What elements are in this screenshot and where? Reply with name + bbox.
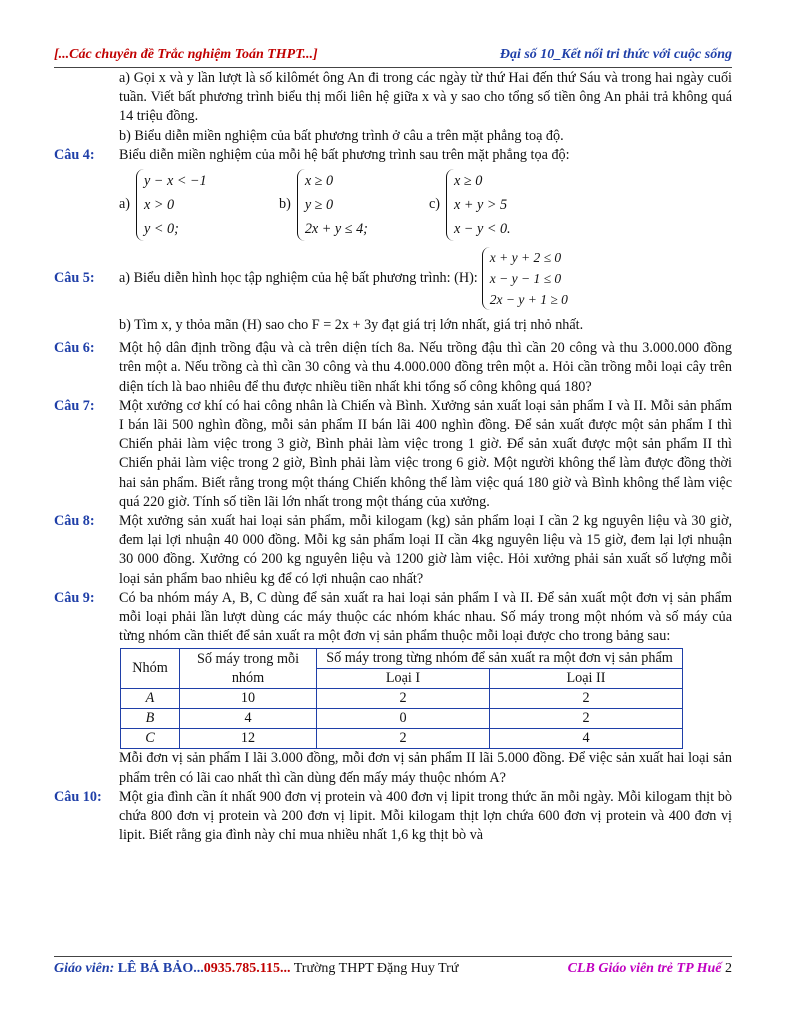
question-5-label: Câu 5:	[54, 270, 95, 287]
footer-teacher-name: LÊ BÁ BẢO...	[117, 961, 204, 976]
header-left-title: [...Các chuyên đề Trắc nghiệm Toán THPT...]	[54, 47, 318, 62]
question-4	[54, 146, 732, 241]
question-10	[54, 788, 732, 846]
question-5-text-b: b) Tìm x, y thỏa mãn (H) sao cho F = 2x + 3y đạt giá trị lớn nhất, giá trị nhỏ nhất.	[119, 317, 584, 334]
question-6-label: Câu 6:	[54, 340, 95, 357]
table-row	[121, 689, 683, 709]
question-4-systems	[119, 169, 732, 241]
table-row	[121, 709, 683, 729]
table-cell-type2: 4	[490, 729, 683, 749]
header-rule	[54, 67, 732, 68]
question-5	[54, 247, 732, 335]
question-6-text: Một hộ dân định trồng đậu và cà trên diện tích 8a. Nếu trồng đậu thì cần 20 công và thu 3.000.000 đồng trên một a. Nếu trồng cà thì cần 30 công và thu 4.000.000 đồng trên một a. Hỏi cần trồng mỗi loại cây trên diện tích là bao nhiêu để thu được nhiều tiền nhất khi tổng số công không quá 180?	[119, 340, 732, 395]
intro-b-text: b) Biểu diễn miền nghiệm của bất phương trình ở câu a trên mặt phẳng toạ độ.	[119, 127, 564, 144]
table-header-type2: Loại II	[490, 669, 683, 689]
question-7-label: Câu 7:	[54, 397, 95, 414]
table-cell-group: A	[121, 689, 180, 709]
question-7	[54, 397, 732, 512]
footer-club: CLB Giáo viên trẻ TP Huế	[567, 961, 722, 976]
question-9-after-text: Mỗi đơn vị sản phẩm I lãi 3.000 đồng, mỗi đơn vị sản phẩm II lãi 5.000 đồng. Để việc sản xuất hai loại sản phẩm trên có lãi cao nhất thì cần dùng đến mấy máy thuộc nhóm A?	[119, 750, 732, 786]
table-cell-type1: 2	[317, 689, 490, 709]
table-cell-type1: 0	[317, 709, 490, 729]
system-h-brace	[482, 247, 572, 310]
system-a-line-1: y − x < −1	[144, 173, 207, 190]
system-a-line-2: x > 0	[144, 197, 175, 214]
page-header	[54, 47, 732, 67]
system-h-line-1: x + y + 2 ≤ 0	[489, 250, 562, 266]
question-9-text: Có ba nhóm máy A, B, C dùng để sản xuất ra hai loại sản phẩm I và II. Để sản xuất một đơn vị sản phẩm mỗi loại phải lần lượt dùng các máy thuộc các nhóm khác nhau. Số máy trong một nhóm và số máy của từng nhóm cần thiết để sản xuất ra một đơn vị sản phẩm thuộc mỗi loại được cho trong bảng sau:	[119, 589, 732, 645]
footer-right	[568, 961, 732, 977]
system-c-label: c)	[429, 196, 441, 213]
intro-part-b	[54, 127, 732, 146]
system-b-brace	[297, 169, 372, 241]
question-4-text: Biểu diễn miền nghiệm của mỗi hệ bất phương trình sau trên mặt phẳng tọa độ:	[119, 146, 570, 163]
page-content	[54, 69, 732, 845]
table-cell-type2: 2	[490, 709, 683, 729]
system-c-line-2: x + y > 5	[454, 197, 508, 214]
system-h-line-2: x − y − 1 ≤ 0	[489, 271, 562, 287]
question-5-part-a	[119, 247, 732, 310]
table-header-type1: Loại I	[317, 669, 490, 689]
table-header-count: Số máy trong mỗi nhóm	[180, 649, 317, 689]
question-5-text-a: a) Biểu diễn hình học tập nghiệm của hệ bất phương trình: (H):	[119, 269, 478, 286]
table-cell-count: 12	[180, 729, 317, 749]
system-b-line-1: x ≥ 0	[304, 173, 334, 190]
table-header-need: Số máy trong từng nhóm để sản xuất ra một đơn vị sản phẩm	[317, 649, 683, 669]
table-cell-group: B	[121, 709, 180, 729]
question-7-text: Một xưởng cơ khí có hai công nhân là Chiến và Bình. Xưởng sản xuất loại sản phẩm I và II. Mỗi sản phẩm I bán lãi 500 nghìn đồng, mỗi sản phẩm II bán lãi 400 nghìn đồng. Để sản xuất được một sản phẩm I thì Chiến phải làm việc trong 3 giờ, Bình phải làm việc trong 1 giờ. Để sản xuất được một sản phẩm II thì Chiến phải làm việc trong 2 giờ, Bình phải làm việc trong 6 giờ. Một người không thể làm được đồng thời hai sản phẩm. Biết rằng trong một tháng Chiến không thể làm việc quá 180 giờ và Bình không thể làm việc quá 220 giờ. Tính số tiền lãi lớn nhất trong một tháng của xưởng.	[119, 397, 732, 510]
header-right-title: Đại số 10_Kết nối tri thức với cuộc sống	[499, 47, 732, 62]
footer-teacher-label: Giáo viên:	[54, 961, 115, 976]
machine-table	[120, 648, 683, 749]
system-b-line-2: y ≥ 0	[304, 197, 334, 214]
table-row	[121, 729, 683, 749]
table-cell-type1: 2	[317, 729, 490, 749]
footer-phone: 0935.785.115...	[203, 961, 291, 976]
system-c	[429, 169, 515, 241]
question-8-text: Một xưởng sản xuất hai loại sản phẩm, mỗi kilogam (kg) sản phẩm loại I cần 2 kg nguyên liệu và 30 giờ, đem lại lợi nhuận 40 000 đồng. Mỗi kg sản phẩm loại II cần 4kg nguyên liệu và 15 giờ, đem lại lợi nhuận 30 000 đồng. Xưởng có 200 kg nguyên liệu và 1200 giờ làm việc. Hỏi xưởng phải sản xuất số lượng mỗi loại sản phẩm bao nhiêu kg để có lợi nhuận cao nhất?	[119, 513, 732, 587]
footer-rule	[54, 956, 732, 957]
system-c-brace	[446, 169, 515, 241]
page-footer	[54, 961, 732, 977]
system-a-line-3: y < 0;	[144, 221, 179, 238]
table-header-group: Nhóm	[121, 649, 180, 689]
page-number: 2	[725, 961, 732, 976]
table-cell-group: C	[121, 729, 180, 749]
question-9	[54, 589, 732, 788]
question-4-label: Câu 4:	[54, 146, 95, 163]
system-b	[279, 169, 429, 241]
question-10-text: Một gia đình cần ít nhất 900 đơn vị protein và 400 đơn vị lipit trong thức ăn mỗi ngày. Mỗi kilogam thịt bò chứa 800 đơn vị protein và 200 đơn vị lipit. Mỗi kilogam thịt lợn chứa 600 đơn vị protein và 400 đơn vị lipit. Biết rằng gia đình này chỉ mua nhiều nhất 1,6 kg thịt bò và	[119, 788, 732, 844]
system-b-label: b)	[279, 196, 291, 213]
table-cell-count: 4	[180, 709, 317, 729]
table-cell-count: 10	[180, 689, 317, 709]
question-9-label: Câu 9:	[54, 589, 95, 606]
question-8	[54, 512, 732, 589]
intro-part-a	[54, 69, 732, 127]
question-8-label: Câu 8:	[54, 513, 95, 530]
system-a-brace	[136, 169, 211, 241]
question-10-label: Câu 10:	[54, 788, 102, 805]
system-c-line-1: x ≥ 0	[454, 173, 483, 190]
footer-school: Trường THPT Đặng Huy Trứ	[293, 961, 459, 976]
table-header-row	[121, 649, 683, 669]
system-a-label: a)	[119, 196, 131, 213]
intro-a-text: a) Gọi x và y lần lượt là số kilômét ông An đi trong các ngày từ thứ Hai đến thứ Sáu và trong hai ngày cuối tuần. Viết bất phương trình biểu thị mối liên hệ giữa x và y sao cho tổng số tiền ông An phải trả không quá 14 triệu đồng.	[119, 70, 732, 125]
question-6	[54, 339, 732, 397]
system-a	[119, 169, 279, 241]
system-b-line-3: 2x + y ≤ 4;	[304, 221, 368, 238]
system-c-line-3: x − y < 0.	[454, 221, 511, 238]
system-h-line-3: 2x − y + 1 ≥ 0	[489, 292, 568, 308]
table-cell-type2: 2	[490, 689, 683, 709]
